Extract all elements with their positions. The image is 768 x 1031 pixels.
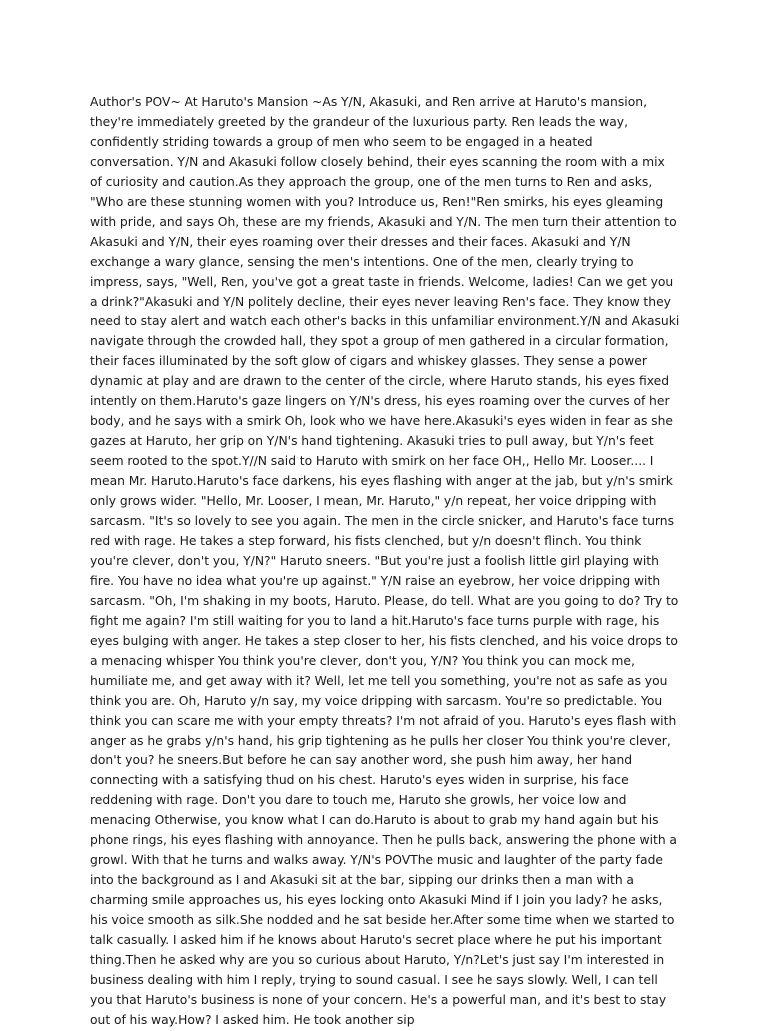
story-paragraph: Author's POV~ At Haruto's Mansion ~As Y/N, Akasuki, and Ren arrive at Haruto's mansion, they're immediately greeted by the grandeur of the luxurious party. Ren leads the way, confidently striding towards a group of men who seem to be engaged in a heated conversation. Y/N and Akasuki follow closely behind, their eyes scanning the room with a mix of curiosity and caution.As they approach the group, one of the men turns to Ren and asks, "Who are these stunning women with you? Introduce us, Ren!"Ren smirks, his eyes gleaming with pride, and says Oh, these are my friends, Akasuki and Y/N. The men turn their attention to Akasuki and Y/N, their eyes roaming over their dresses and their faces. Akasuki and Y/N exchange a wary glance, sensing the men's intentions. One of the men, clearly trying to impress, says, "Well, Ren, you've got a great taste in friends. Welcome, ladies! Can we get you a drink?"Akasuki and Y/N politely decline, their eyes never leaving Ren's face. They know they need to stay alert and watch each other's backs in this unfamiliar environment.Y/N and Akasuki navigate through the crowded hall, they spot a group of men gathered in a circular formation, their faces illuminated by the soft glow of cigars and whiskey glasses. They sense a power dynamic at play and are drawn to the center of the circle, where Haruto stands, his eyes fixed intently on them.Haruto's gaze lingers on Y/N's dress, his eyes roaming over the curves of her body, and he says with a smirk Oh, look who we have here.Akasuki's eyes widen in fear as she gazes at Haruto, her grip on Y/N's hand tightening. Akasuki tries to pull away, but Y/n's feet seem rooted to the spot.Y//N said to Haruto with smirk on her face OH,, Hello Mr. Looser.... I mean Mr. Haruto.Haruto's face darkens, his eyes flashing with anger at the jab, but y/n's smirk only grows wider. "Hello, Mr. Looser, I mean, Mr. Haruto," y/n repeat, her voice dripping with sarcasm. "It's so lovely to see you again. The men in the circle snicker, and Haruto's face turns red with rage. He takes a step forward, his fists clenched, but y/n doesn't flinch. You think you're clever, don't you, Y/N?" Haruto sneers. "But you're just a foolish little girl playing with fire. You have no idea what you're up against." Y/N raise an eyebrow, her voice dripping with sarcasm. "Oh, I'm shaking in my boots, Haruto. Please, do tell. What are you going to do? Try to fight me again? I'm still waiting for you to land a hit.Haruto's face turns purple with rage, his eyes bulging with anger. He takes a step closer to her, his fists clenched, and his voice drops to a menacing whisper You think you're clever, don't you, Y/N? You think you can mock me, humiliate me, and get away with it? Well, let me tell you something, you're not as safe as you think you are. Oh, Haruto y/n say, my voice dripping with sarcasm. You're so predictable. You think you can scare me with your empty threats? I'm not afraid of you. Haruto's eyes flash with anger as he grabs y/n's hand, his grip tightening as he pulls her closer You think you're clever, don't you? he sneers.But before he can say another word, she push him away, her hand connecting with a satisfying thud on his chest. Haruto's eyes widen in surprise, his face reddening with rage. Don't you dare to touch me, Haruto she growls, her voice low and menacing Otherwise, you know what I can do.Haruto is about to grab my hand again but his phone rings, his eyes flashing with annoyance. Then he pulls back, answering the phone with a growl. With that he turns and walks away. Y/N's POVThe music and laughter of the party fade into the background as I and Akasuki sit at the bar, sipping our drinks then a man with a charming smile approaches us, his eyes locking onto Akasuki Mind if I join you lady? he asks, his voice smooth as silk.She nodded and he sat beside her.After some time when we started to talk casually. I asked him if he knows about Haruto's secret place where he put his important thing.Then he asked why are you so curious about Haruto, Y/n?Let's just say I'm interested in business dealing with him I reply, trying to sound casual. I see he says slowly. Well, I can tell you that Haruto's business is none of your concern. He's a powerful man, and it's best to stay out of his way.How? I asked him. He took another sip (90, 95, 680, 1027)
document-page (90, 93, 680, 1031)
